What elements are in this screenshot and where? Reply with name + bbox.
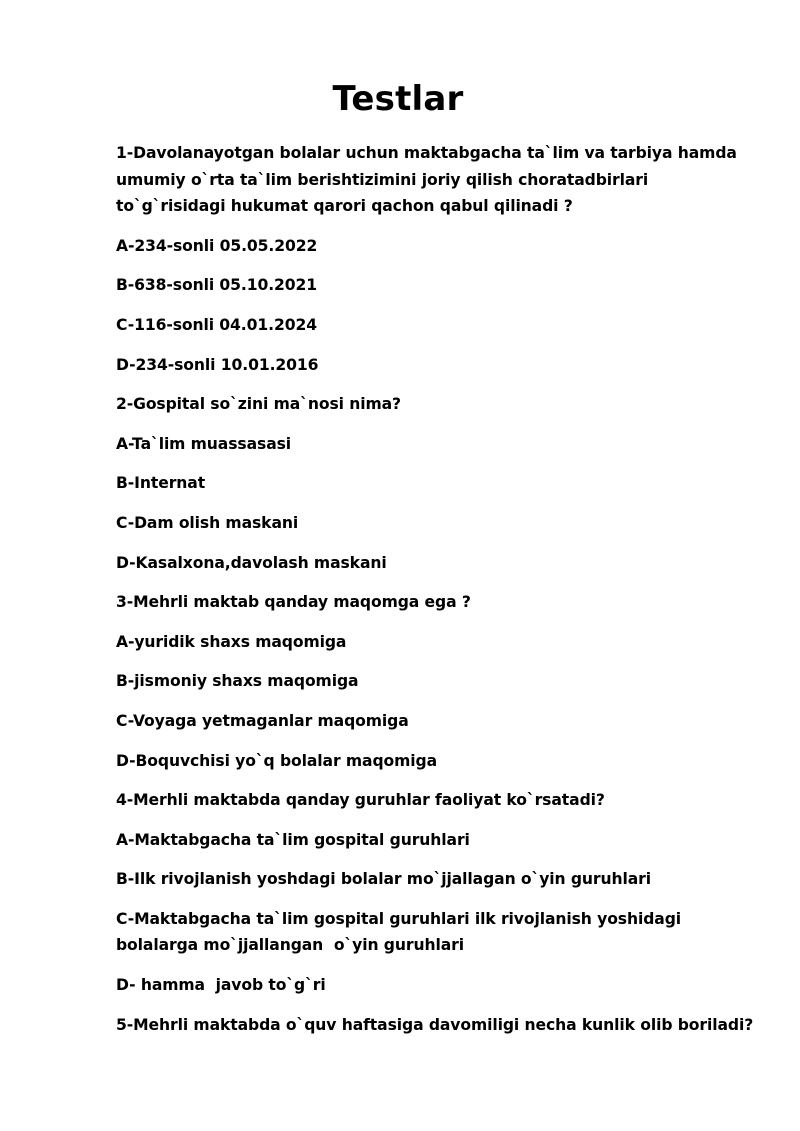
question-4-option-c: C-Maktabgacha ta`lim gospital guruhlari ilk rivojlanish yoshidagi bolalarga mo`jjallangan o`yin guruhlari [116,909,687,955]
question-3: 3-Mehrli maktab qanday maqomga ega ? [116,593,471,612]
question-3-option-b: B-jismoniy shaxs maqomiga [116,672,359,691]
question-2-option-d: D-Kasalxona,davolash maskani [116,553,387,572]
question-1-option-b: B-638-sonli 05.10.2021 [116,276,318,295]
question-4-option-d: D- hamma javob to`g`ri [116,976,326,995]
question-4-option-b: B-Ilk rivojlanish yoshdagi bolalar mo`jjallagan o`yin guruhlari [116,870,652,889]
question-2-option-a: A-Ta`lim muassasasi [116,434,292,453]
test-content [116,140,756,1051]
question-1-option-d: D-234-sonli 10.01.2016 [116,355,319,374]
question-2-option-c: C-Dam olish maskani [116,513,299,532]
question-3-option-a: A-yuridik shaxs maqomiga [116,632,347,651]
page-title: Testlar [332,79,464,119]
question-3-option-d: D-Boquvchisi yo`q bolalar maqomiga [116,751,438,770]
question-2: 2-Gospital so`zini ma`nosi nima? [116,395,401,414]
question-5: 5-Mehrli maktabda o`quv haftasiga davomiligi necha kunlik olib boriladi? [116,1015,754,1034]
question-1-option-a: A-234-sonli 05.05.2022 [116,236,318,255]
question-2-option-b: B-Internat [116,474,206,493]
question-4: 4-Merhli maktabda qanday guruhlar faoliyat ko`rsatadi? [116,791,605,810]
question-1: 1-Davolanayotgan bolalar uchun maktabgacha ta`lim va tarbiya hamda umumiy o`rta ta`lim berishtizimini joriy qilish choratadbirlari to`g`risidagi hukumat qarori qachon qabul qilinadi ? [116,144,743,216]
question-3-option-c: C-Voyaga yetmaganlar maqomiga [116,711,409,730]
question-4-option-a: A-Maktabgacha ta`lim gospital guruhlari [116,830,470,849]
question-1-option-c: C-116-sonli 04.01.2024 [116,315,317,334]
